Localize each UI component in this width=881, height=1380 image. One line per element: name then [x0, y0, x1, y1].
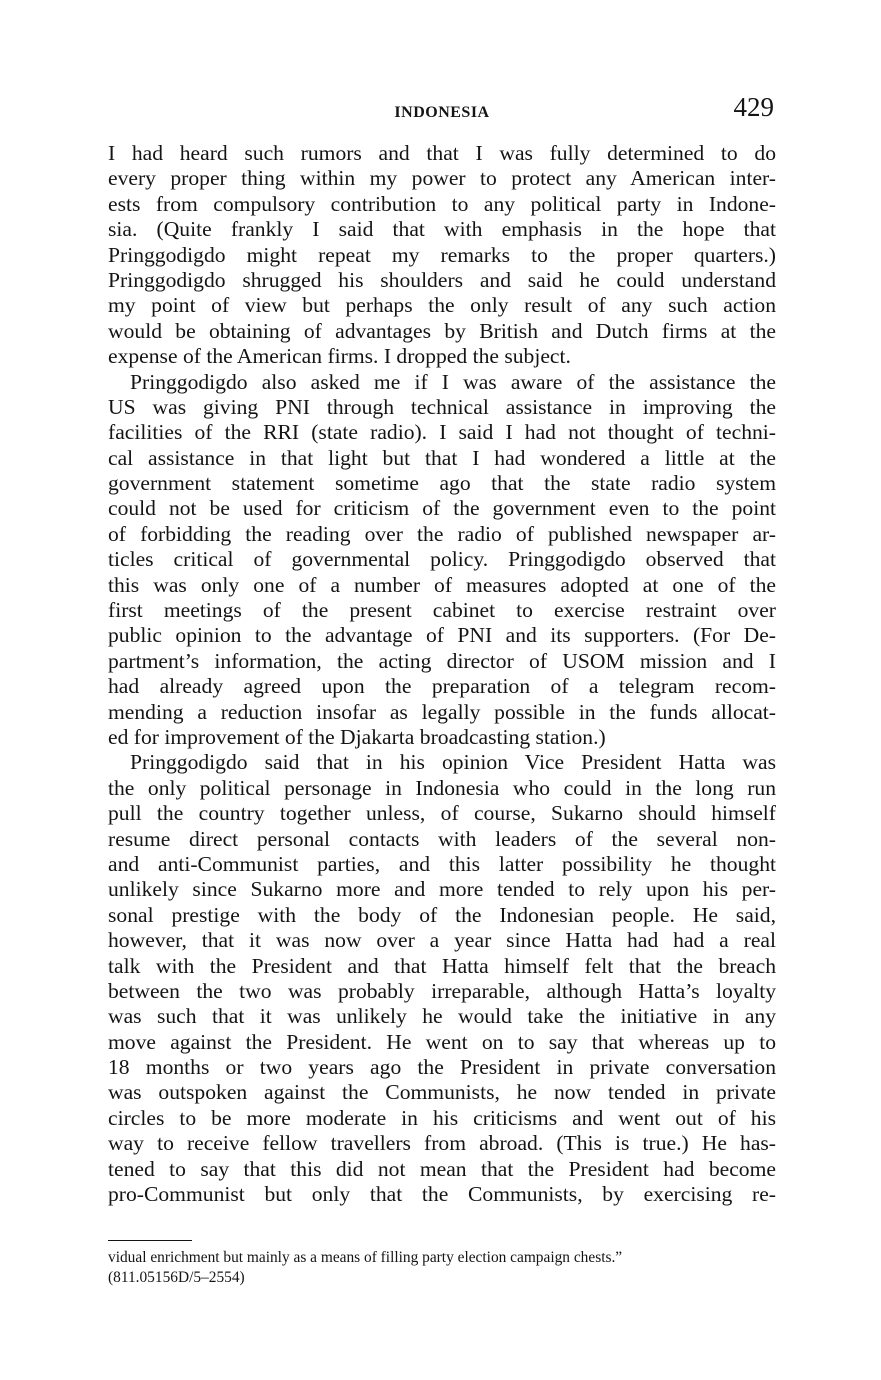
text-line: mending a reduction insofar as legally possible in the funds allocat- [108, 699, 776, 724]
text-line: circles to be more moderate in his criticisms and went out of his [108, 1105, 776, 1130]
footnote [108, 1248, 776, 1288]
text-line: ests from compulsory contribution to any political party in Indone- [108, 191, 776, 216]
text-line: US was giving PNI through technical assistance in improving the [108, 394, 776, 419]
text-line: expense of the American firms. I dropped the subject. [108, 344, 571, 369]
footnote-line: (811.05156D/5–2554) [108, 1269, 245, 1286]
paragraph-1 [108, 141, 776, 370]
footnote-line: vidual enrichment but mainly as a means of filling party election campaign chests.” [108, 1249, 623, 1266]
text-line: public opinion to the advantage of PNI and its supporters. (For De- [108, 623, 776, 648]
text-line: the only political personage in Indonesia who could in the long run [108, 775, 776, 800]
text-line: sonal prestige with the body of the Indonesian people. He said, [108, 902, 776, 927]
text-line: could not be used for criticism of the government even to the point [108, 496, 776, 521]
page-number: 429 [733, 92, 774, 122]
text-line: pull the country together unless, of course, Sukarno should himself [108, 801, 776, 826]
page-header [108, 92, 776, 132]
text-line: would be obtaining of advantages by British and Dutch firms at the [108, 318, 776, 343]
text-line: was such that it was unlikely he would take the initiative in any [108, 1004, 776, 1029]
text-line: unlikely since Sukarno more and more tended to rely upon his per- [108, 877, 776, 902]
text-line: resume direct personal contacts with leaders of the several non- [108, 826, 776, 851]
text-line: partment’s information, the acting director of USOM mission and I [108, 648, 776, 673]
text-line: first meetings of the present cabinet to exercise restraint over [108, 598, 776, 623]
text-line: ed for improvement of the Djakarta broadcasting station.) [108, 724, 606, 749]
text-line: my point of view but perhaps the only result of any such action [108, 293, 776, 318]
text-line: sia. (Quite frankly I said that with emphasis in the hope that [108, 217, 776, 242]
text-line: this was only one of a number of measures adopted at one of the [108, 572, 776, 597]
paragraph-2 [108, 370, 776, 751]
text-line: pro-Communist but only that the Communists, by exercising re- [108, 1182, 776, 1207]
text-line: move against the President. He went on to say that whereas up to [108, 1029, 776, 1054]
text-line: tened to say that this did not mean that the President had become [108, 1156, 776, 1181]
text-line: Pringgodigdo shrugged his shoulders and said he could understand [108, 267, 776, 292]
text-line: I had heard such rumors and that I was fully determined to do [108, 141, 776, 165]
body-text [108, 141, 776, 1207]
text-line: Pringgodigdo also asked me if I was aware of the assistance the [130, 369, 776, 394]
text-line: Pringgodigdo might repeat my remarks to the proper quarters.) [108, 242, 776, 267]
text-line: 18 months or two years ago the President in private conversation [108, 1055, 776, 1080]
text-line: talk with the President and that Hatta himself felt that the breach [108, 953, 776, 978]
running-head: INDONESIA [394, 104, 490, 121]
text-line: cal assistance in that light but that I had wondered a little at the [108, 445, 776, 470]
text-line: facilities of the RRI (state radio). I said I had not thought of techni- [108, 420, 776, 445]
footnote-divider [108, 1240, 192, 1241]
paragraph-3 [108, 750, 776, 1207]
text-line: was outspoken against the Communists, he now tended in private [108, 1080, 776, 1105]
text-line: every proper thing within my power to protect any American inter- [108, 166, 776, 191]
text-line: way to receive fellow travellers from abroad. (This is true.) He has- [108, 1131, 776, 1156]
text-line: ticles critical of governmental policy. Pringgodigdo observed that [108, 547, 776, 572]
text-line: of forbidding the reading over the radio of published newspaper ar- [108, 521, 776, 546]
text-line: had already agreed upon the preparation of a telegram recom- [108, 674, 776, 699]
text-line: however, that it was now over a year since Hatta had had a real [108, 928, 776, 953]
text-line: between the two was probably irreparable, although Hatta’s loyalty [108, 978, 776, 1003]
text-line: Pringgodigdo said that in his opinion Vice President Hatta was [130, 750, 776, 775]
text-line: and anti-Communist parties, and this latter possibility he thought [108, 851, 776, 876]
text-line: government statement sometime ago that the state radio system [108, 471, 776, 496]
